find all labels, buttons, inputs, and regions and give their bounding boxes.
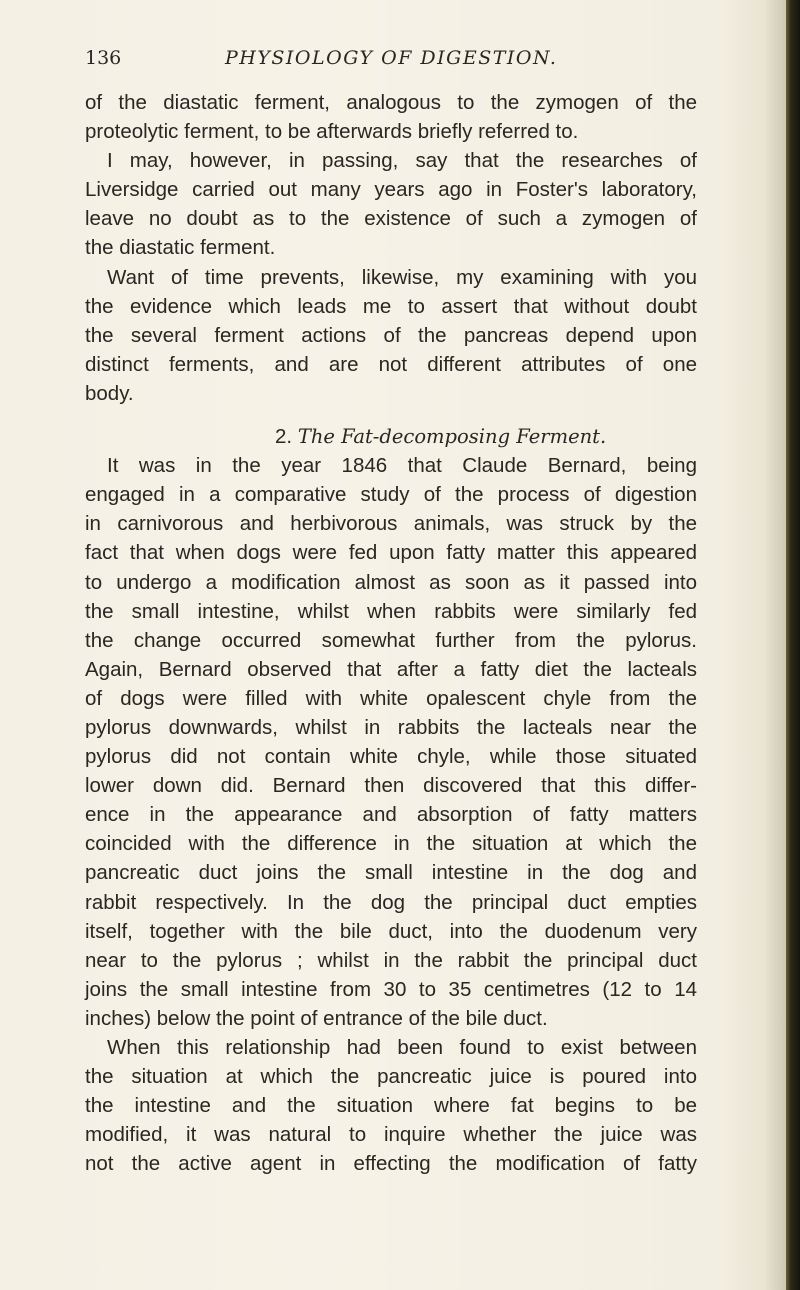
text-line: of the diastatic ferment, analogous to the zymogen of the bbox=[85, 91, 697, 114]
text-line: of dogs were filled with white opalescent chyle from the bbox=[85, 686, 697, 710]
text-line: pylorus downwards, whilst in rabbits the lacteals near the bbox=[85, 715, 697, 739]
text-line: the change occurred somewhat further from the pylorus. bbox=[85, 628, 697, 652]
text-line: pancreatic duct joins the small intestine in the dog and bbox=[85, 861, 697, 885]
text-line: pylorus did not contain white chyle, while those situated bbox=[85, 745, 697, 769]
text-line: Liversidge carried out many years ago in Foster's laboratory, bbox=[85, 178, 697, 202]
text-line: the intestine and the situation where fat begins to be bbox=[85, 1094, 697, 1118]
text-line: proteolytic ferment, to be afterwards briefly referred to. bbox=[85, 120, 579, 144]
text-line: coincided with the difference in the situation at which the bbox=[85, 832, 697, 856]
text-line: inches) below the point of entrance of the bile duct. bbox=[85, 1006, 548, 1030]
text-line: the small intestine, whilst when rabbits were similarly fed bbox=[85, 599, 697, 623]
text-line: distinct ferments, and are not different attributes of one bbox=[85, 352, 697, 376]
text-line: I may, however, in passing, say that the researches of bbox=[107, 149, 697, 173]
text-line: the several ferment actions of the pancreas depend upon bbox=[85, 323, 697, 347]
book-spine-edge bbox=[786, 0, 800, 1290]
text-line: in carnivorous and herbivorous animals, was struck by the bbox=[85, 512, 697, 536]
text-line: It was in the year 1846 that Claude Bernard, being bbox=[107, 454, 697, 478]
text-line: ence in the appearance and absorption of fatty matters bbox=[85, 803, 697, 827]
text-line: Again, Bernard observed that after a fatty diet the lacteals bbox=[85, 657, 697, 681]
body-text bbox=[85, 88, 697, 1178]
text-line: lower down did. Bernard then discovered that this differ- bbox=[85, 774, 697, 798]
section-heading bbox=[85, 422, 697, 451]
text-line: When this relationship had been found to exist between bbox=[107, 1036, 697, 1059]
text-line: fact that when dogs were fed upon fatty matter this appeared bbox=[85, 541, 697, 565]
text-line: modified, it was natural to inquire whether the juice was bbox=[85, 1123, 697, 1147]
text-line: the situation at which the pancreatic juice is poured into bbox=[85, 1065, 697, 1089]
text-line: to undergo a modification almost as soon as it passed into bbox=[85, 570, 697, 594]
section-title: The Fat-decomposing Ferment. bbox=[297, 425, 607, 449]
text-line: leave no doubt as to the existence of such a zymogen of bbox=[85, 207, 697, 231]
running-head: PHYSIOLOGY OF DIGESTION. bbox=[225, 47, 558, 69]
text-line: engaged in a comparative study of the process of digestion bbox=[85, 483, 697, 507]
text-line: body. bbox=[85, 381, 134, 405]
text-line: rabbit respectively. In the dog the principal duct empties bbox=[85, 890, 697, 914]
text-line: near to the pylorus ; whilst in the rabbit the principal duct bbox=[85, 948, 697, 972]
page-edge-shadow bbox=[764, 0, 786, 1290]
text-line: the evidence which leads me to assert that without doubt bbox=[85, 294, 697, 318]
section-number: 2. bbox=[275, 425, 293, 449]
page-number: 136 bbox=[85, 47, 122, 69]
text-line: the diastatic ferment. bbox=[85, 236, 276, 260]
text-line: Want of time prevents, likewise, my examining with you bbox=[107, 265, 697, 289]
page-header bbox=[85, 47, 745, 77]
text-line: joins the small intestine from 30 to 35 centimetres (12 to 14 bbox=[85, 977, 697, 1001]
text-line: itself, together with the bile duct, into the duodenum very bbox=[85, 919, 697, 943]
text-line: not the active agent in effecting the modification of fatty bbox=[85, 1152, 697, 1176]
